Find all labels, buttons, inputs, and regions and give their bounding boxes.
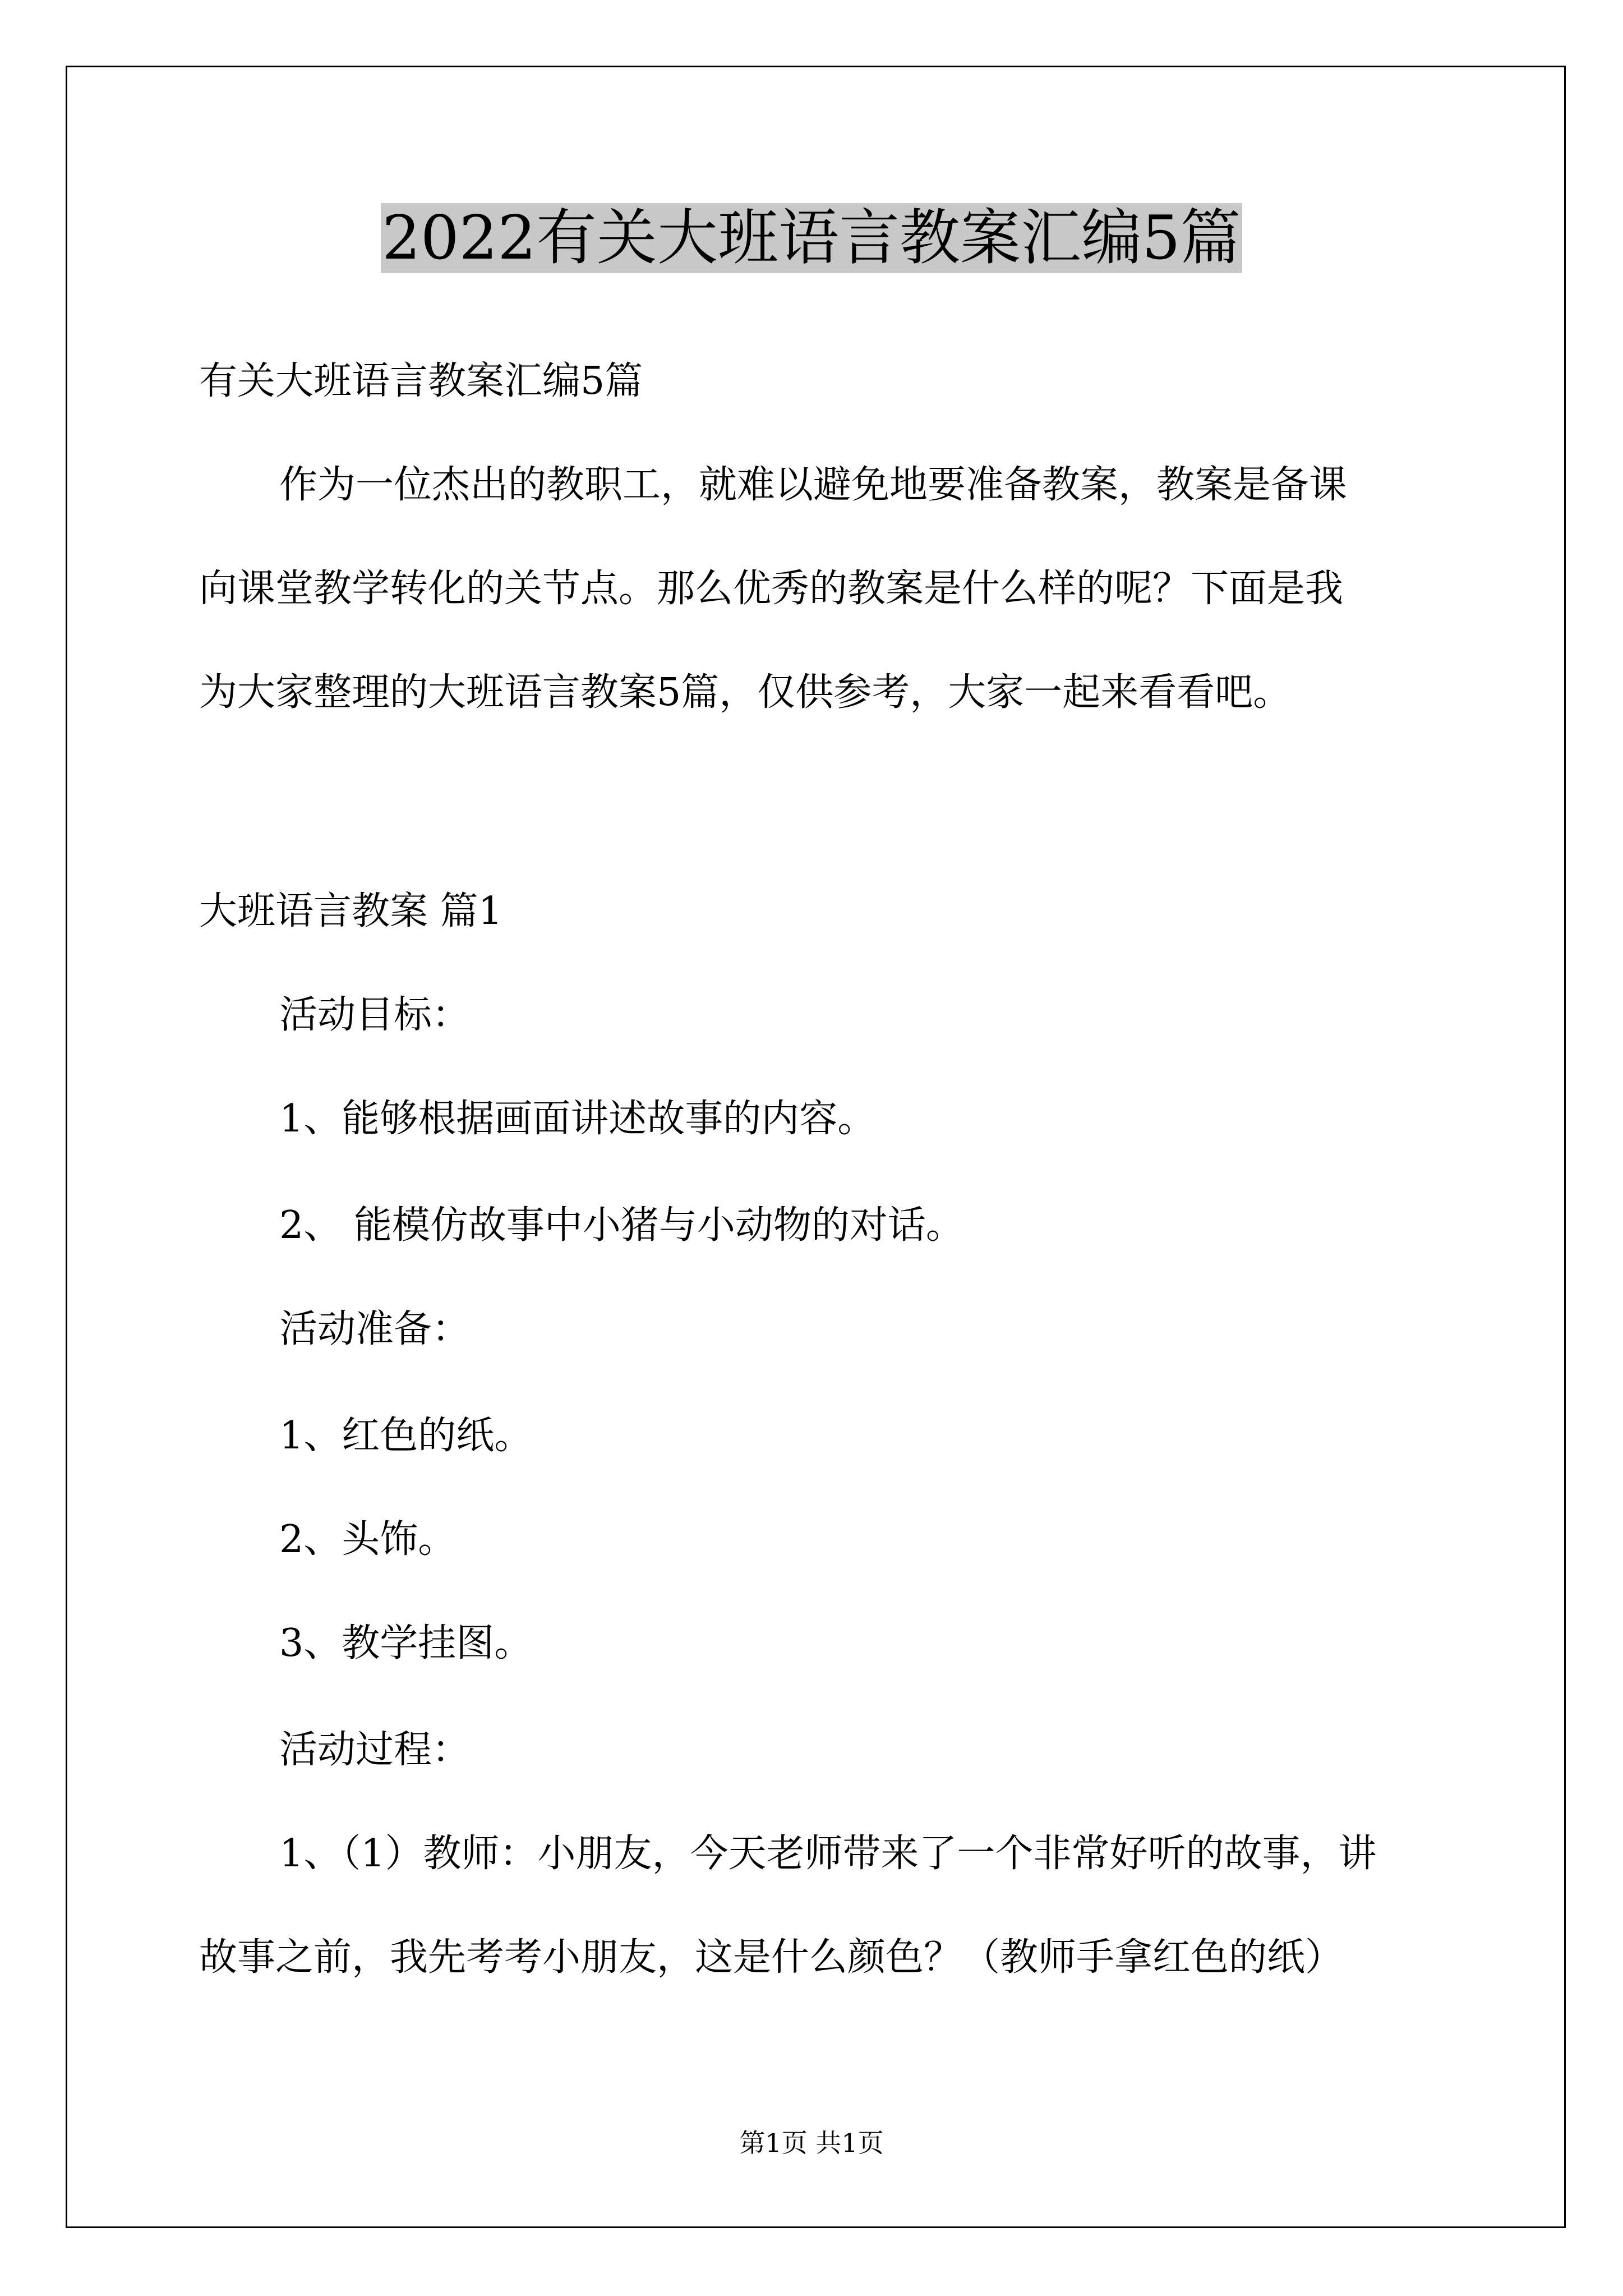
body-line: 故事之前，我先考考小朋友，这是什么颜色？（教师手拿红色的纸） — [199, 1935, 1344, 1980]
page-footer: 第1页 共1页 — [739, 2128, 884, 2158]
body-line: 活动准备： — [279, 1307, 471, 1351]
body-line: 2、头饰。 — [279, 1517, 457, 1562]
document-title — [0, 199, 1623, 278]
intro-line-2: 向课堂教学转化的关节点。那么优秀的教案是什么样的呢？下面是我 — [199, 567, 1344, 611]
body-line: 活动过程： — [279, 1728, 471, 1772]
intro-line-3: 为大家整理的大班语言教案5篇，仅供参考，大家一起来看看吧。 — [199, 670, 1292, 715]
body-line: 1、能够根据画面讲述故事的内容。 — [279, 1097, 876, 1141]
document-subtitle: 有关大班语言教案汇编5篇 — [199, 359, 643, 403]
body-line: 3、教学挂图。 — [279, 1621, 533, 1665]
title-highlight: 2022有关大班语言教案汇编5篇 — [382, 203, 1241, 273]
body-line: 2、 能模仿故事中小猪与小动物的对话。 — [279, 1203, 964, 1248]
body-line: 1、（1）教师：小朋友，今天老师带来了一个非常好听的故事，讲 — [279, 1832, 1377, 1876]
intro-line-1: 作为一位杰出的教职工，就难以避免地要准备教案，教案是备课 — [279, 463, 1348, 507]
body-line: 1、红色的纸。 — [279, 1414, 533, 1458]
section-heading: 大班语言教案 篇1 — [199, 889, 502, 933]
body-line: 活动目标： — [279, 993, 471, 1037]
